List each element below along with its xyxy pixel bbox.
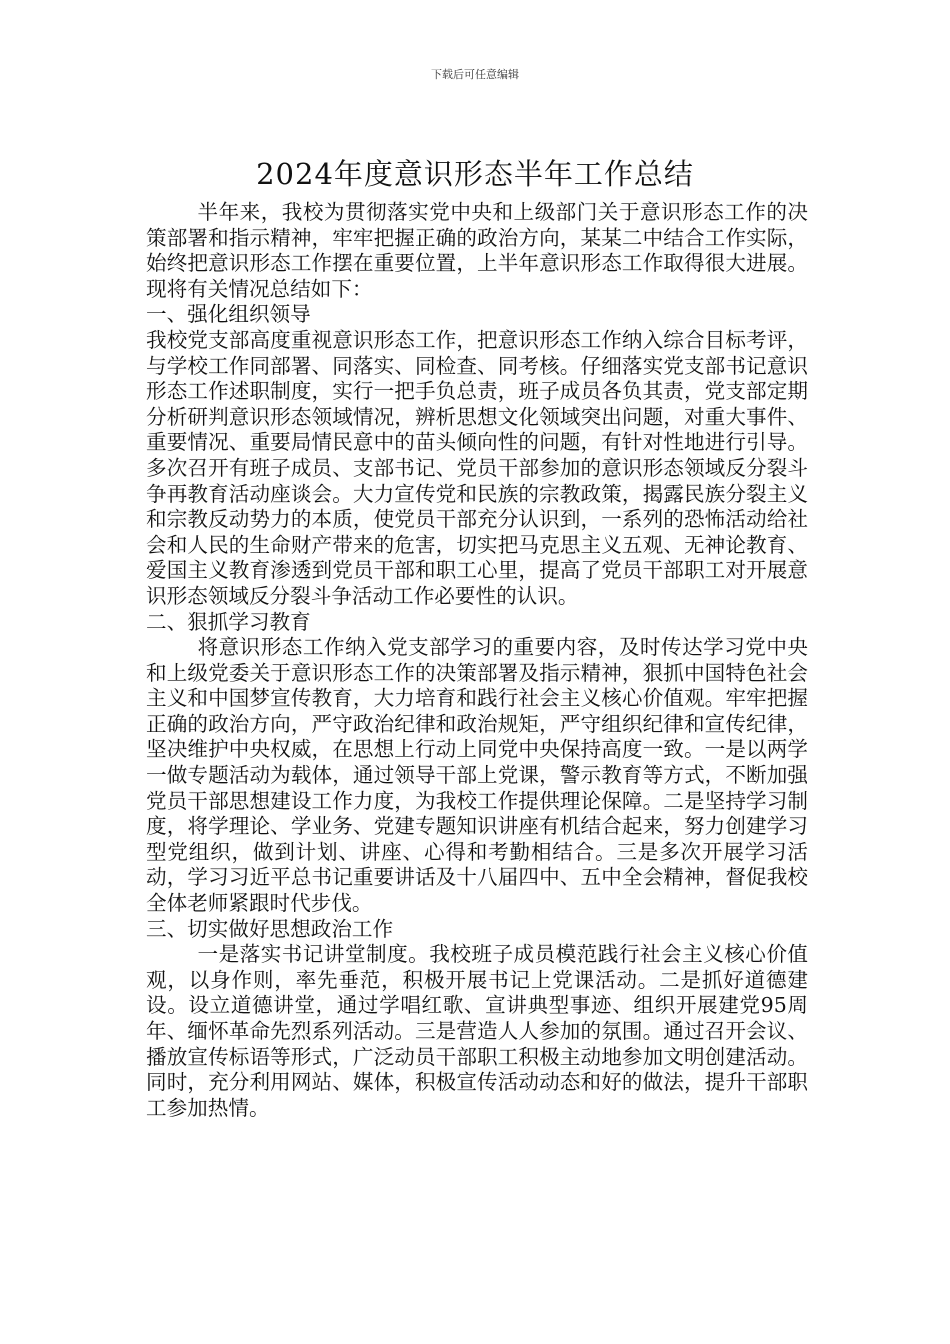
section-heading-2: 二、狠抓学习教育 <box>146 609 311 634</box>
section-body-2: 将意识形态工作纳入党支部学习的重要内容，及时传达学习党中央和上级党委关于意识形态工作的决策部署及指示精神，狠抓中国特色社会主义和中国梦宣传教育，大力培育和践行社会主义核心价值观。牢牢把握正确的政治方向，严守政治纪律和政治规矩，严守组织纪律和宣传纪律，坚决维护中央权威，在思想上行动上同党中央保持高度一致。一是以两学一做专题活动为载体，通过领导干部上党课，警示教育等方式，不断加强党员干部思想建设工作力度，为我校工作提供理论保障。二是坚持学习制度，将学理论、学业务、党建专题知识讲座有机结合起来，努力创建学习型党组织，做到计划、讲座、心得和考勤相结合。三是多次开展学习活动，学习习近平总书记重要讲话及十八届四中、五中全会精神，督促我校全体老师紧跟时代步伐。 <box>146 635 808 916</box>
section-heading-3: 三、切实做好思想政治工作 <box>146 916 394 941</box>
section-body-1: 我校党支部高度重视意识形态工作，把意识形态工作纳入综合目标考评，与学校工作同部署、同落实、同检查、同考核。仔细落实党支部书记意识形态工作述职制度，实行一把手负总责，班子成员各负其责，党支部定期分析研判意识形态领域情况，辨析思想文化领域突出问题，对重大事件、重要情况、重要局情民意中的苗头倾向性的问题，有针对性地进行引导。多次召开有班子成员、支部书记、党员干部参加的意识形态领域反分裂斗争再教育活动座谈会。大力宣传党和民族的宗教政策，揭露民族分裂主义和宗教反动势力的本质，使党员干部充分认识到，一系列的恐怖活动给社会和人民的生命财产带来的危害，切实把马克思主义五观、无神论教育、爱国主义教育渗透到党员干部和职工心里，提高了党员干部职工对开展意识形态领域反分裂斗争活动工作必要性的认识。 <box>146 327 808 608</box>
document-title: 2024年度意识形态半年工作总结 <box>256 157 694 191</box>
section-body-3: 一是落实书记讲堂制度。我校班子成员模范践行社会主义核心价值观，以身作则，率先垂范，积极开展书记上党课活动。二是抓好道德建设。设立道德讲堂，通过学唱红歌、宣讲典型事迹、组织开展建党95周年、缅怀革命先烈系列活动。三是营造人人参加的氛围。通过召开会议、播放宣传标语等形式，广泛动员干部职工积极主动地参加文明创建活动。同时，充分利用网站、媒体，积极宣传活动动态和好的做法，提升干部职工参加热情。 <box>146 942 808 1120</box>
section-heading-1: 一、强化组织领导 <box>146 302 311 327</box>
document-body <box>146 200 808 1121</box>
intro-paragraph: 半年来，我校为贯彻落实党中央和上级部门关于意识形态工作的决策部署和指示精神，牢牢把握正确的政治方向，某某二中结合工作实际，始终把意识形态工作摆在重要位置，上半年意识形态工作取得很大进展。现将有关情况总结如下： <box>146 200 808 301</box>
header-note: 下载后可任意编辑 <box>431 68 519 81</box>
